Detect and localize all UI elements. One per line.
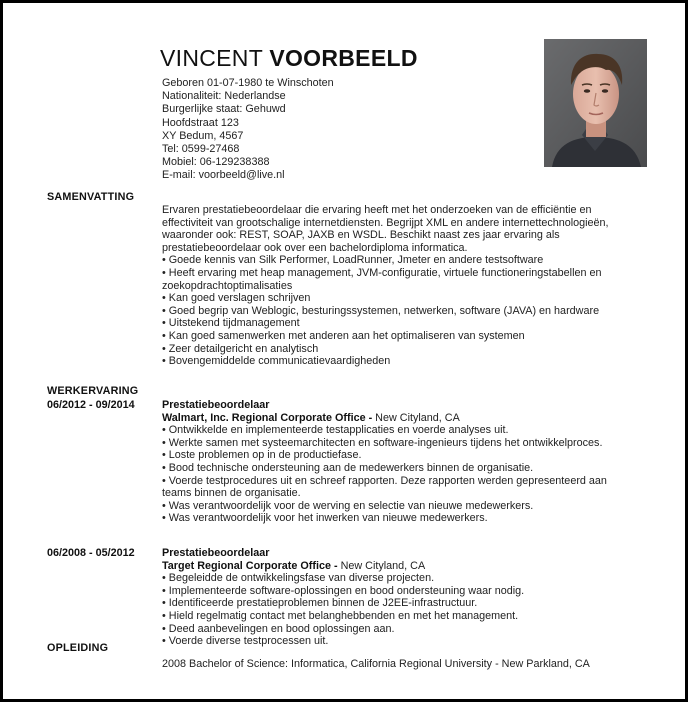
list-item: • Begeleidde de ontwikkelingsfase van diverse projecten. (162, 572, 435, 585)
list-item: • Bovengemiddelde communicatievaardigheden (162, 355, 391, 368)
list-item: • Voerde diverse testprocessen uit. (162, 635, 329, 648)
work-heading: WERKERVARING (47, 385, 139, 397)
list-item: • Goed begrip van Weblogic, besturingssystemen, netwerken, software (JAVA) en hardware (162, 304, 600, 317)
list-item: • Was verantwoordelijk voor het inwerken van nieuwe medewerkers. (162, 512, 488, 525)
summary-paragraph: Ervaren prestatiebeoordelaar die ervaring heeft met het onderzoeken van de efficiëntie en effectiviteit van grootschalige internetdiensten. Begrijpt XML en andere internettechnologieën, waaronder ook: REST, SOAP, JAXB en WSDL. Beschikt naast zes jaar ervaring als prestatiebeoordelaar ook over een bachelordiploma informatica. (162, 204, 609, 254)
list-item: • Goede kennis van Silk Performer, LoadRunner, Jmeter en andere testsoftware (162, 254, 544, 267)
summary-section (162, 204, 622, 368)
profile-photo (544, 39, 647, 167)
list-item: • Kan goed samenwerken met anderen aan het optimaliseren van systemen (162, 329, 525, 342)
list-item: • Ontwikkelde en implementeerde testapplicaties en voerde analyses uit. (162, 424, 509, 437)
job-1-bullets (162, 424, 622, 525)
job-2-location: New Cityland, CA (337, 559, 426, 572)
job-1 (162, 399, 622, 525)
list-item: • Deed aanbevelingen en bood oplossingen aan. (162, 622, 395, 635)
list-item: • Werkte samen met systeemarchitecten en software-ingenieurs tijdens het ontwikkelproces. (162, 436, 603, 449)
first-name: VINCENT (160, 45, 263, 71)
last-name: VOORBEELD (269, 45, 418, 71)
job-2-company: Target Regional Corporate Office - (162, 559, 338, 572)
list-item: • Zeer detailgericht en analytisch (162, 342, 319, 355)
contact-details (162, 77, 334, 183)
summary-heading: SAMENVATTING (47, 191, 135, 203)
list-item: • Was verantwoordelijk voor de werving en selectie van nieuwe medewerkers. (162, 499, 534, 512)
contact-nationality: Nationaliteit: Nederlandse (162, 90, 286, 103)
job-2-employer (162, 560, 622, 573)
contact-street: Hoofdstraat 123 (162, 116, 239, 129)
list-item: • Heeft ervaring met heap management, JVM-configuratie, virtuele functioneringstabellen en zoekopdrachtoptimalisaties (162, 266, 602, 292)
list-item: • Bood technische ondersteuning aan de medewerkers binnen de organisatie. (162, 461, 534, 474)
contact-mobile: Mobiel: 06-129238388 (162, 156, 270, 169)
summary-bullets (162, 254, 622, 367)
candidate-name (160, 45, 418, 72)
job-2-bullets (162, 572, 622, 648)
list-item: • Identificeerde prestatieproblemen binnen de J2EE-infrastructuur. (162, 597, 478, 610)
job-1-title: Prestatiebeoordelaar (162, 399, 270, 411)
job-2-title: Prestatiebeoordelaar (162, 547, 270, 559)
list-item: • Implementeerde software-oplossingen en bood ondersteuning waar nodig. (162, 584, 525, 597)
list-item: • Uitstekend tijdmanagement (162, 317, 300, 330)
list-item: • Loste problemen op in de productiefase. (162, 449, 362, 462)
contact-phone: Tel: 0599-27468 (162, 143, 240, 156)
education-entry: 2008 Bachelor of Science: Informatica, California Regional University - New Parkland, CA (162, 658, 590, 670)
job-1-employer (162, 412, 622, 425)
list-item: • Voerde testprocedures uit en schreef rapporten. Deze rapporten werden gepresenteerd aan teams binnen de organisatie. (162, 474, 607, 500)
job-1-location: New Cityland, CA (372, 411, 460, 424)
contact-marital-status: Burgerlijke staat: Gehuwd (162, 103, 286, 116)
job-2-dates: 06/2008 - 05/2012 (47, 547, 135, 559)
job-1-company: Walmart, Inc. Regional Corporate Office - (162, 411, 373, 424)
portrait-illustration (544, 39, 647, 167)
job-1-dates: 06/2012 - 09/2014 (47, 399, 135, 411)
education-heading: OPLEIDING (47, 642, 109, 654)
contact-city: XY Bedum, 4567 (162, 129, 244, 142)
job-2 (162, 547, 622, 648)
contact-birth: Geboren 01-07-1980 te Winschoten (162, 77, 334, 89)
list-item: • Hield regelmatig contact met belanghebbenden en met het management. (162, 609, 519, 622)
list-item: • Kan goed verslagen schrijven (162, 292, 311, 305)
contact-email: E-mail: voorbeeld@live.nl (162, 169, 285, 182)
